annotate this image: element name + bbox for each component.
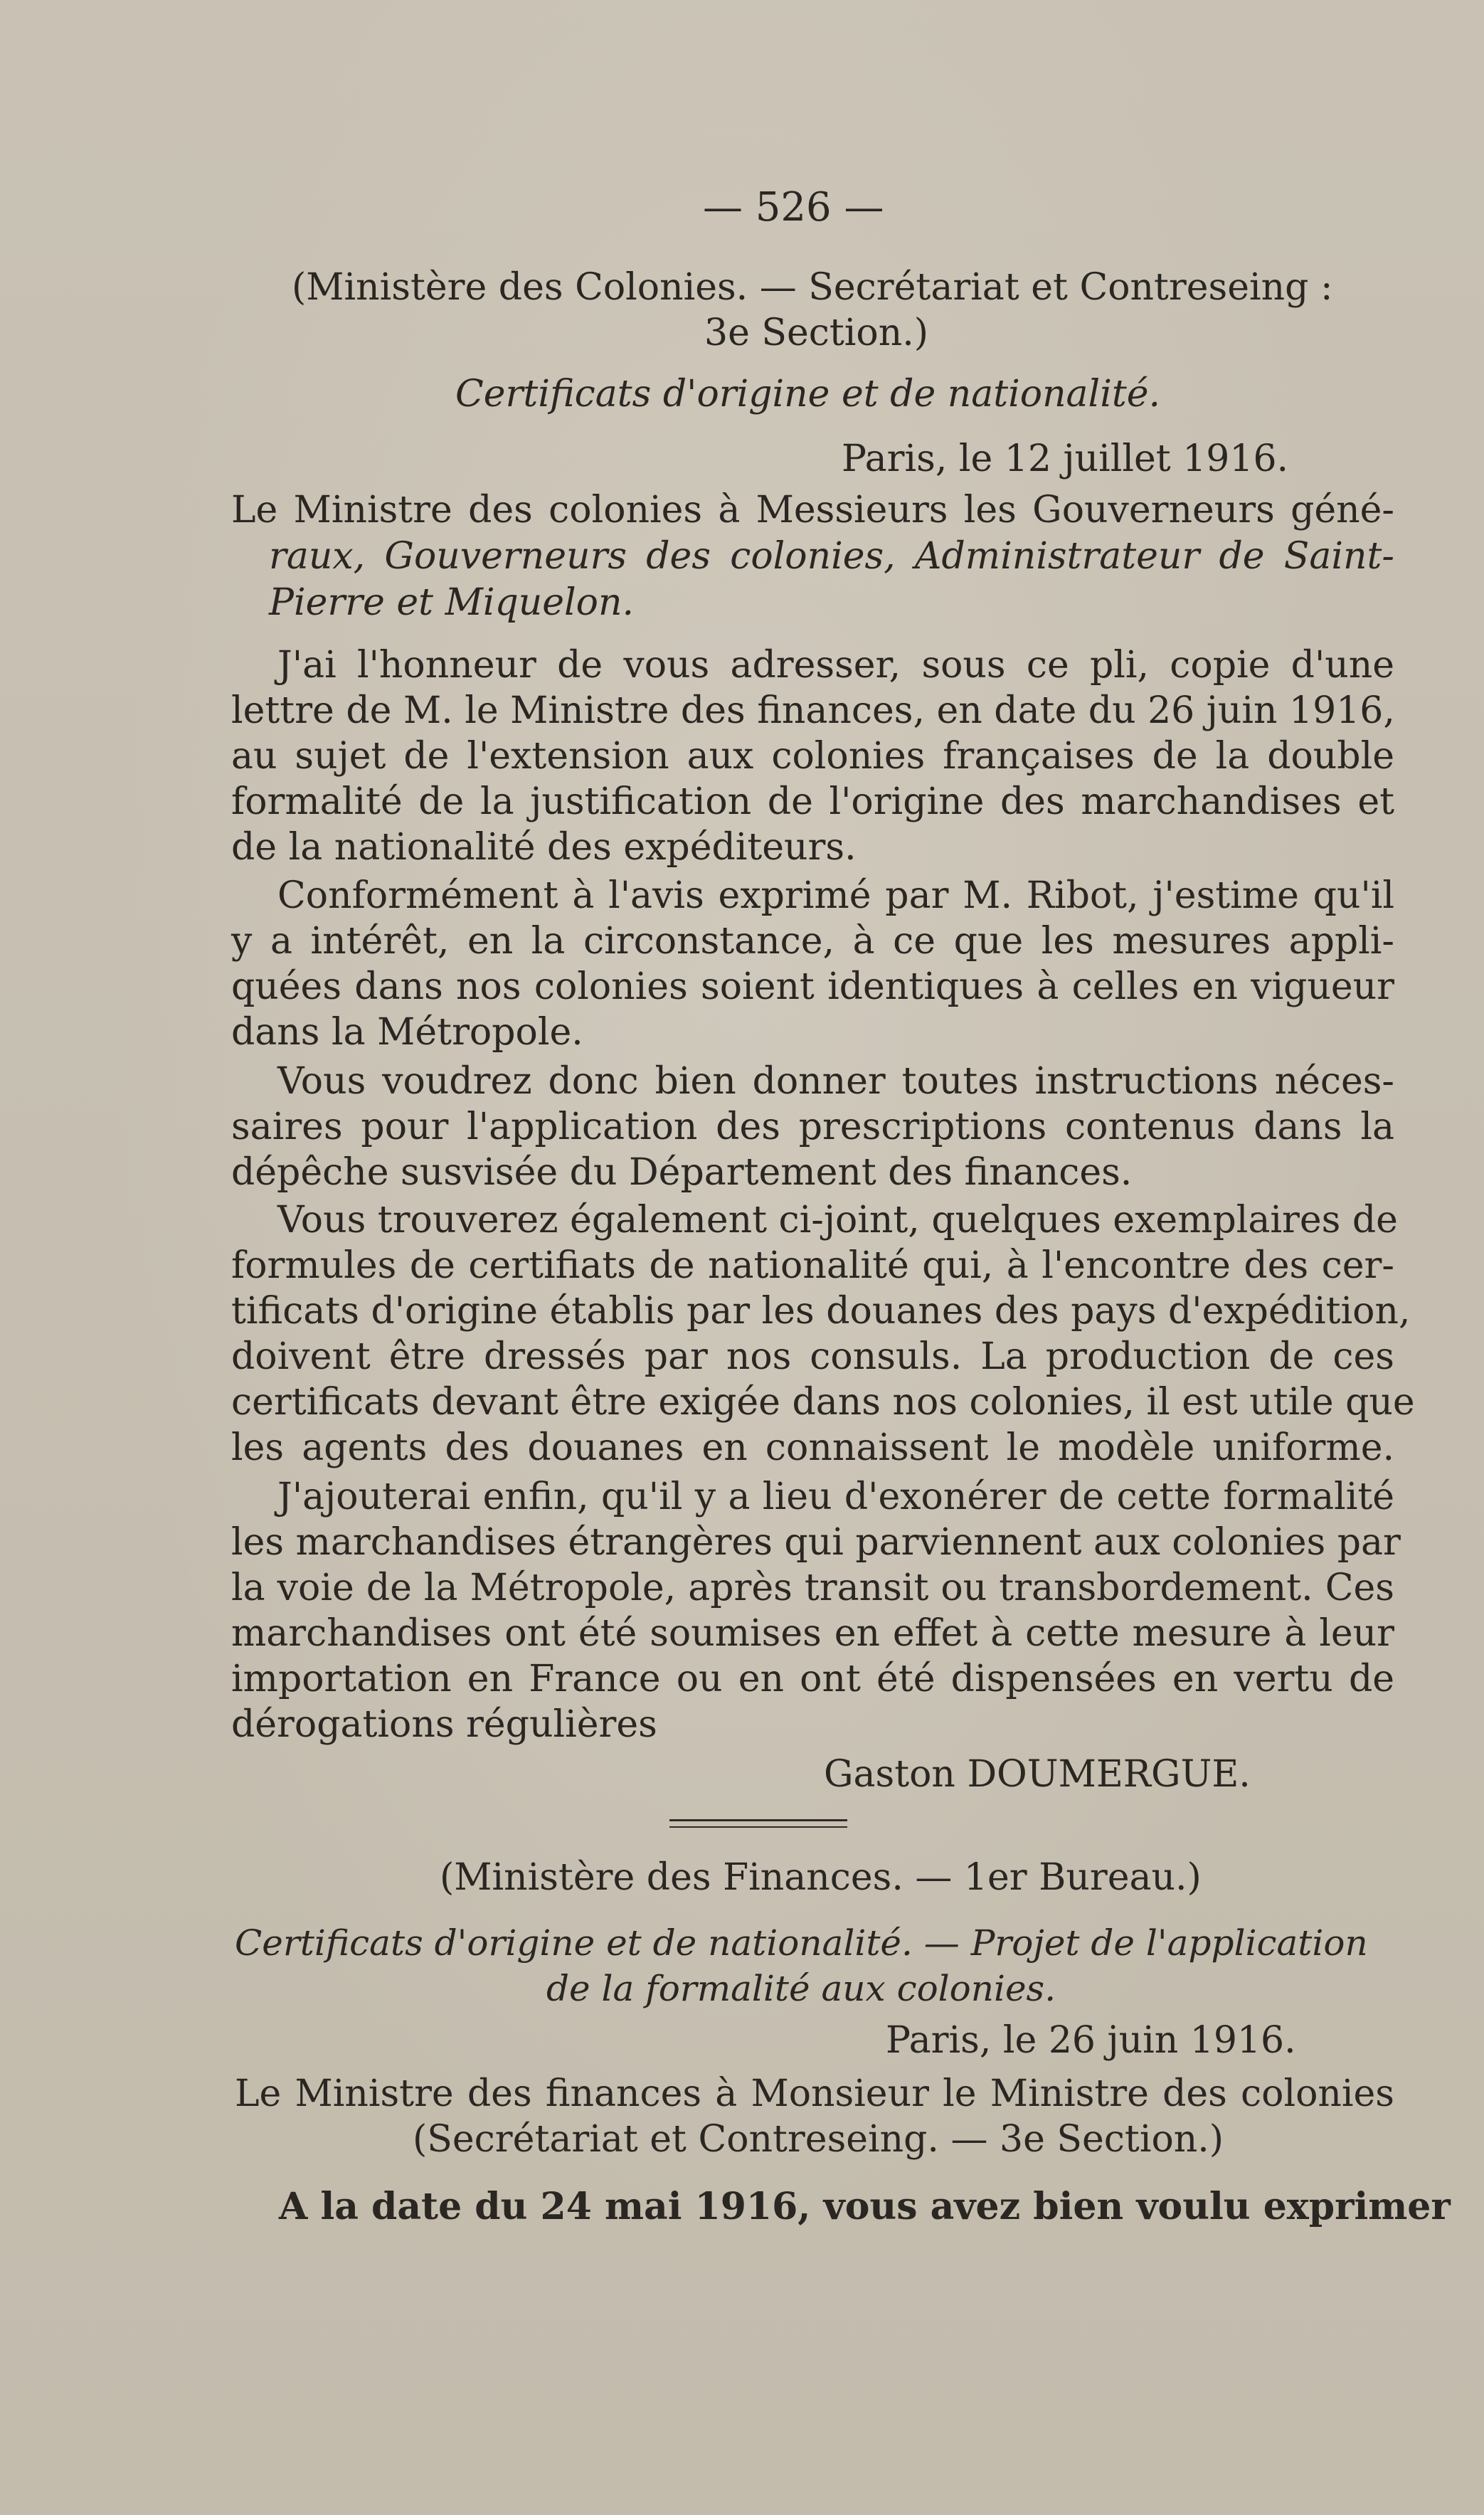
- text-line: de la nationalité des expéditeurs.: [231, 826, 857, 869]
- ministry-header-line2: 3e Section.): [704, 312, 929, 354]
- second-subject-line2: de la formalité aux colonies.: [546, 1968, 1056, 2009]
- text-line: la voie de la Métropole, après transit ou transbordement. Ces: [231, 1567, 1394, 1609]
- text-line: formalité de la justification de l'origine des marchandises et: [231, 780, 1394, 823]
- text-line: tificats d'origine établis par les douanes des pays d'expédition,: [231, 1290, 1411, 1333]
- place-date: Paris, le 12 juillet 1916.: [842, 438, 1289, 480]
- text-line: saires pour l'application des prescriptions contenus dans la: [231, 1106, 1394, 1148]
- text-line: dans la Métropole.: [231, 1011, 583, 1054]
- section-divider: [669, 1819, 847, 1828]
- text-line: dérogations régulières: [231, 1703, 657, 1746]
- text-line: lettre de M. le Ministre des finances, en date du 26 juin 1916,: [231, 689, 1395, 732]
- text-line: au sujet de l'extension aux colonies françaises de la double: [231, 735, 1394, 778]
- text-line: certificats devant être exigée dans nos colonies, il est utile que: [231, 1381, 1415, 1424]
- text-line: doivent être dressés par nos consuls. La production de ces: [231, 1335, 1394, 1378]
- text-line: les agents des douanes en connaissent le modèle uniforme.: [231, 1426, 1394, 1469]
- text-line: les marchandises étrangères qui parviennent aux colonies par: [231, 1521, 1401, 1564]
- text-line: dépêche susvisée du Département des finances.: [231, 1151, 1133, 1194]
- text-line: marchandises ont été soumises en effet à cette mesure à leur: [231, 1612, 1394, 1655]
- text-line: y a intérêt, en la circonstance, à ce que les mesures appli-: [231, 920, 1394, 963]
- address-line-3: Pierre et Miquelon.: [269, 581, 634, 624]
- address-line-2: raux, Gouverneurs des colonies, Administrateur de Saint-: [269, 535, 1394, 578]
- text-line: Vous voudrez donc bien donner toutes instructions néces-: [277, 1060, 1394, 1103]
- text-line: Conformément à l'avis exprimé par M. Ribot, j'estime qu'il: [277, 874, 1394, 917]
- text-line: importation en France ou en ont été dispensées en vertu de: [231, 1658, 1394, 1700]
- text-line: formules de certifiats de nationalité qui, à l'encontre des cer-: [231, 1244, 1394, 1287]
- ministry-header-line1: (Ministère des Colonies. — Secrétariat et Contreseing :: [292, 266, 1333, 309]
- text-line: quées dans nos colonies soient identiques à celles en vigueur: [231, 965, 1394, 1008]
- text-line: J'ajouterai enfin, qu'il y a lieu d'exonérer de cette formalité: [277, 1476, 1394, 1518]
- text-line: J'ai l'honneur de vous adresser, sous ce pli, copie d'une: [277, 644, 1394, 687]
- second-ministry-header: (Ministère des Finances. — 1er Bureau.): [440, 1856, 1202, 1899]
- signature: Gaston DOUMERGUE.: [824, 1753, 1251, 1796]
- document-subject: Certificats d'origine et de nationalité.: [455, 373, 1161, 415]
- second-place-date: Paris, le 26 juin 1916.: [886, 2019, 1296, 2062]
- second-subject-line1: Certificats d'origine et de nationalité. — Projet de l'application: [235, 1922, 1368, 1964]
- second-address-line2: (Secrétariat et Contreseing. — 3e Section.): [413, 2118, 1224, 2161]
- address-line-1: Le Ministre des colonies à Messieurs les Gouverneurs géné-: [231, 489, 1394, 531]
- page-number: — 526 —: [703, 184, 884, 231]
- second-opening-line: A la date du 24 mai 1916, vous avez bien voulu exprimer: [279, 2185, 1451, 2228]
- second-address-line1: Le Ministre des finances à Monsieur le Ministre des colonies: [235, 2072, 1394, 2115]
- text-line: Vous trouverez également ci-joint, quelques exemplaires de: [277, 1199, 1398, 1241]
